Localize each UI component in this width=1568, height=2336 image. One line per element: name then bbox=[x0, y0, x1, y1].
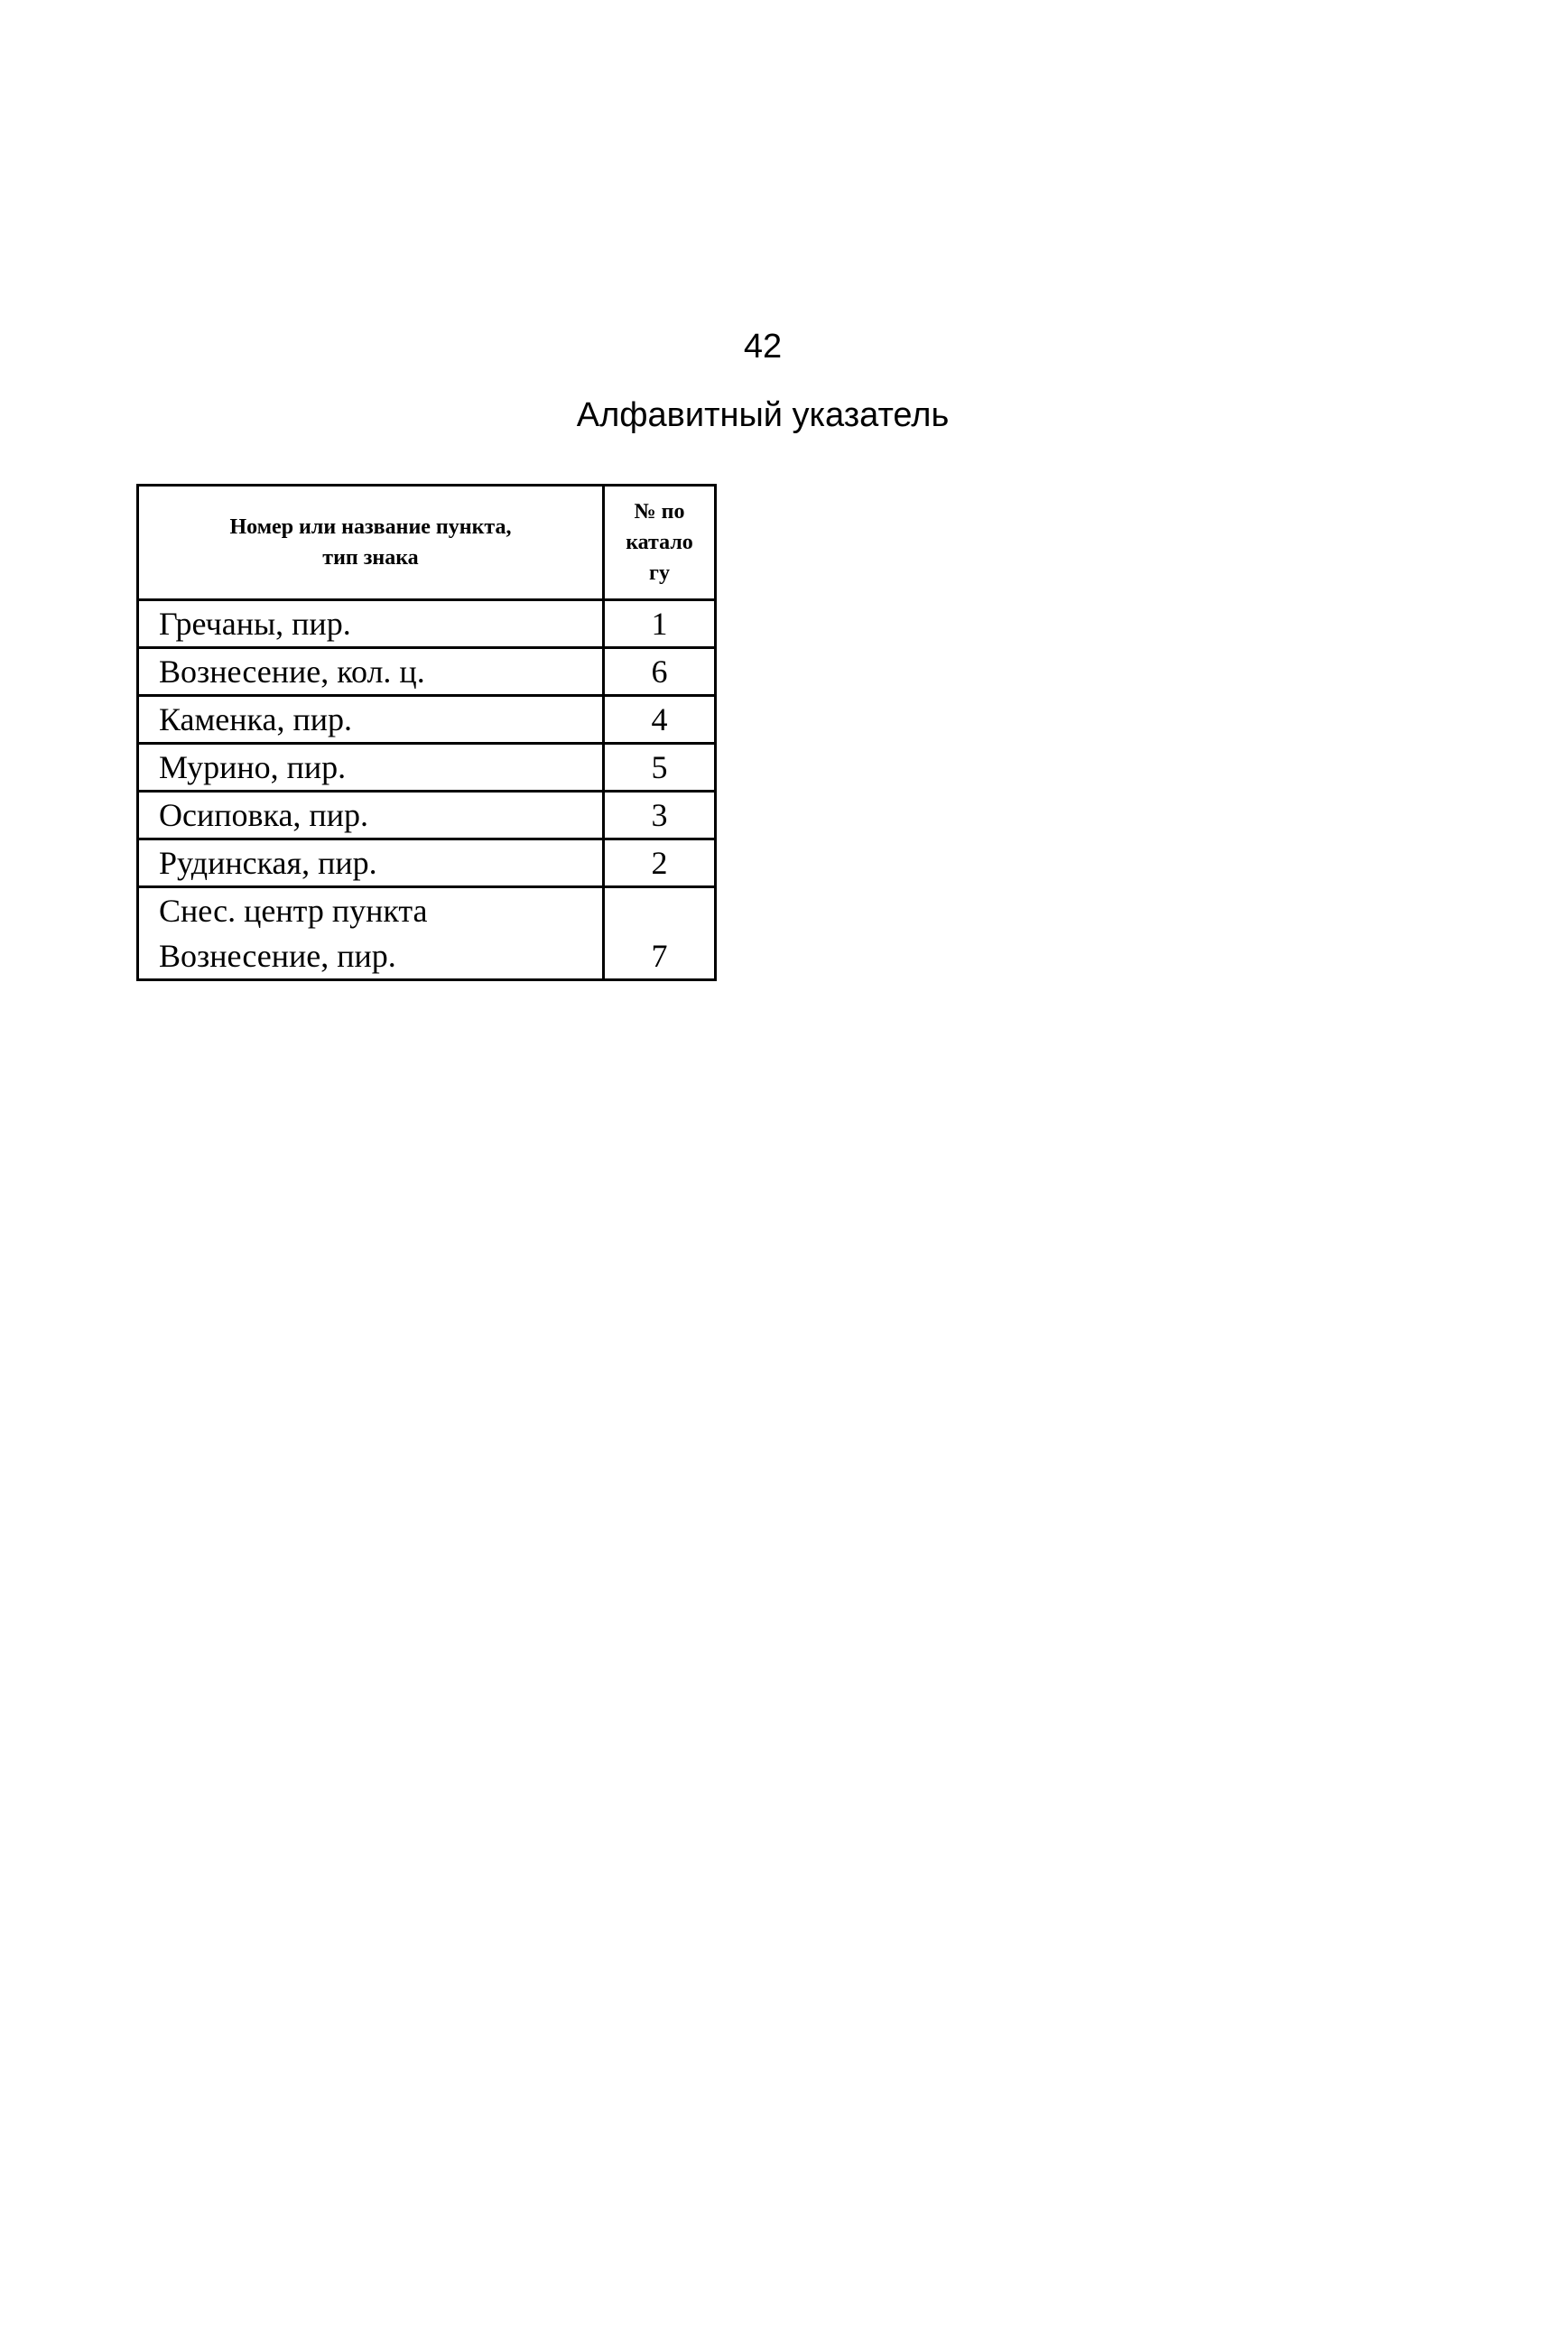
table-row bbox=[138, 887, 716, 980]
catalog-number-cell: 2 bbox=[604, 839, 716, 887]
page-number: 42 bbox=[743, 328, 783, 366]
table-row bbox=[138, 792, 716, 839]
point-name-cell bbox=[138, 839, 604, 887]
point-name-cell bbox=[138, 792, 604, 839]
point-name: Вознесение, пир. bbox=[159, 938, 396, 974]
table-row bbox=[138, 744, 716, 792]
point-name: Каменка, пир. bbox=[159, 701, 352, 737]
alphabetical-index-table bbox=[136, 484, 717, 981]
header-catalog-line: № по bbox=[634, 500, 685, 524]
point-name-cell bbox=[138, 648, 604, 696]
table-row bbox=[138, 696, 716, 744]
point-name: Мурино, пир. bbox=[159, 749, 347, 785]
point-name: Рудинская, пир. bbox=[159, 845, 377, 881]
table-header-row bbox=[138, 486, 716, 600]
header-point-name bbox=[138, 486, 604, 600]
point-name-cell bbox=[138, 600, 604, 648]
table-row bbox=[138, 600, 716, 648]
point-name: Вознесение, кол. ц. bbox=[159, 654, 425, 690]
page-title: Алфавитный указатель bbox=[576, 396, 950, 434]
table-row bbox=[138, 648, 716, 696]
catalog-number-cell: 7 bbox=[604, 887, 716, 980]
point-name: Снес. центр пункта bbox=[159, 893, 428, 929]
catalog-number-cell: 6 bbox=[604, 648, 716, 696]
point-name: Осиповка, пир. bbox=[159, 797, 368, 833]
catalog-number-cell: 4 bbox=[604, 696, 716, 744]
header-point-name-line: тип знака bbox=[322, 546, 419, 570]
point-name: Гречаны, пир. bbox=[159, 606, 351, 642]
catalog-number-cell: 3 bbox=[604, 792, 716, 839]
header-catalog-line: гу bbox=[649, 561, 670, 585]
header-point-name-line: Номер или название пункта, bbox=[229, 515, 512, 539]
point-name-cell bbox=[138, 696, 604, 744]
catalog-number-cell: 5 bbox=[604, 744, 716, 792]
point-name-cell bbox=[138, 744, 604, 792]
header-catalog-number bbox=[604, 486, 716, 600]
point-name-cell bbox=[138, 887, 604, 980]
catalog-number-cell: 1 bbox=[604, 600, 716, 648]
table-row bbox=[138, 839, 716, 887]
header-catalog-line: катало bbox=[626, 531, 693, 554]
